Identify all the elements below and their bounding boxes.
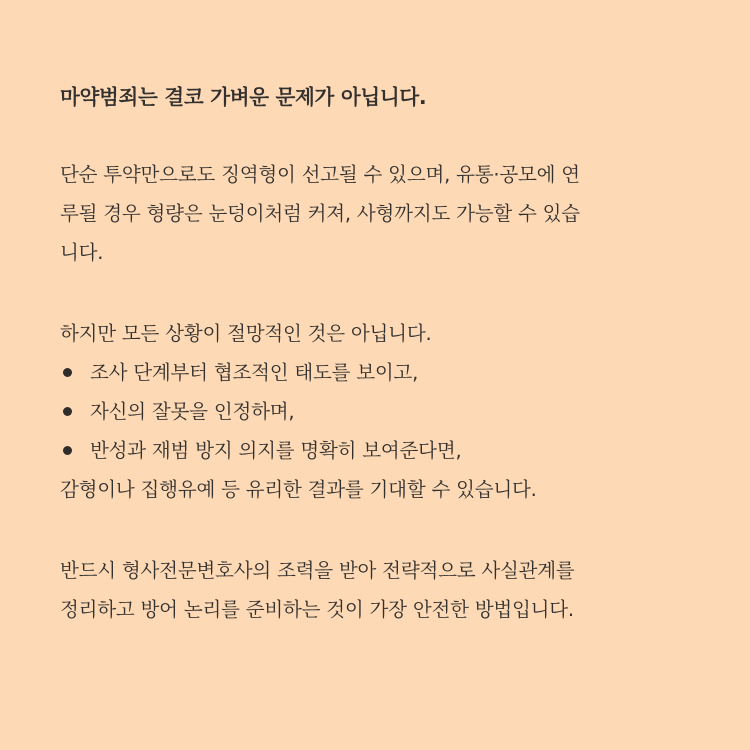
paragraph-line: 니다.	[60, 241, 104, 264]
list-item-text: 조사 단계부터 협조적인 태도를 보이고,	[90, 361, 419, 384]
page-title: 마약범죄는 결코 가벼운 문제가 아닙니다.	[60, 85, 427, 109]
paragraph-penalties	[60, 155, 698, 272]
paragraph-line: 루될 경우 형량은 눈덩이처럼 커져, 사형까지도 가능할 수 있습	[60, 202, 580, 225]
bullet-dot-icon	[63, 407, 72, 416]
paragraph-intro: 하지만 모든 상황이 절망적인 것은 아닙니다.	[60, 322, 432, 345]
list-item	[60, 392, 698, 431]
paragraph-conclusion: 감형이나 집행유예 등 유리한 결과를 기대할 수 있습니다.	[60, 478, 537, 501]
bullet-list	[60, 353, 698, 470]
paragraph-advice	[60, 551, 698, 629]
paragraph-line: 반드시 형사전문변호사의 조력을 받아 전략적으로 사실관계를	[60, 559, 575, 582]
bullet-dot-icon	[63, 446, 72, 455]
bullet-dot-icon	[63, 368, 72, 377]
paragraph-line: 정리하고 방어 논리를 준비하는 것이 가장 안전한 방법입니다.	[60, 598, 574, 621]
list-item-text: 반성과 재범 방지 의지를 명확히 보여준다면,	[90, 439, 462, 462]
list-item	[60, 431, 698, 470]
list-item	[60, 353, 698, 392]
list-item-text: 자신의 잘못을 인정하며,	[90, 400, 295, 423]
paragraph-line: 단순 투약만으로도 징역형이 선고될 수 있으며, 유통·공모에 연	[60, 163, 580, 186]
paragraph-mitigation	[60, 314, 698, 509]
